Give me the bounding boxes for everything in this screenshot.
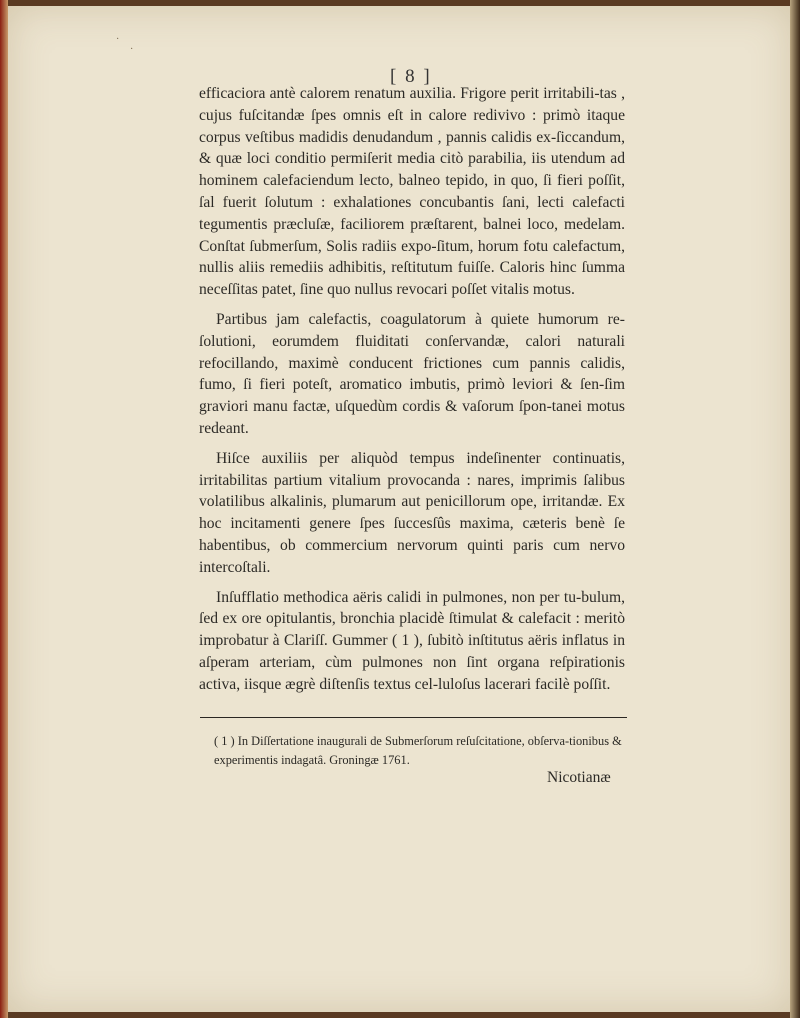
catchword: Nicotianæ [547, 769, 611, 786]
paragraph: Hiſce auxiliis per aliquòd tempus indeſinenter continuatis, irritabilitas partium vitalium provocanda : nares, imprimis ſalibus volatilibus alkalinis, plumarum aut penicillorum ope, irritandæ. Ex hoc incitamenti genere ſpes ſuccesſûs maxima, cæteris benè ſe habentibus, ob commercium nervorum quinti paris cum nervo intercoſtali. [199, 449, 625, 576]
book-spine-edge [0, 0, 8, 1018]
footnote: ( 1 ) In Diſſertatione inaugurali de Submerſorum reſuſcitatione, obſerva-tionibus & experimentis indagatâ. Groningæ 1761. [214, 734, 622, 767]
main-text [199, 83, 625, 696]
page-edge-shadow [790, 0, 800, 1018]
paper-speck: · [130, 44, 134, 55]
paragraph: efficaciora antè calorem renatum auxilia. Frigore perit irritabili-tas , cujus fuſcitandæ ſpes omnis eſt in calore redivivo : primò itaque corpus veſtibus madidis denudandum , pannis calidis ex-ſiccandum, & quæ loci conditio permiſerit media citò parabilia, iis utendum ad hominem calefaciendum lecto, balneo tepido, in quo, ſi fieri poſſit, ſal fuerit ſolutum : exhalationes concubantis ſani, lecti calefacti tegumentis præcluſæ, faciliorem præſtarent, balnei loco, medelam. Conſtat ſubmerſum, Solis radiis expo-ſitum, horum fotu calefactum, nullis aliis remediis adhibitis, reſtitutum fuiſſe. Caloris hinc ſumma neceſſitas patet, ſine quo nullus revocari poſſet vitalis motus. [199, 85, 625, 299]
paper-speck: · [116, 34, 120, 45]
page-header: [ 8 ] [390, 66, 432, 87]
footnote-divider [200, 717, 627, 718]
paragraph: Partibus jam calefactis, coagulatorum à quiete humorum re-ſolutioni, eorumdem fluiditati conſervandæ, calori naturali refocillando, maximè conducent frictiones cum pannis calidis, fumo, ſi fieri poteſt, aromatico imbutis, primò leviori & ſen-ſim graviori manu factæ, uſquedùm cordis & vaſorum ſpon-tanei motus redeant. [199, 310, 625, 437]
paragraph: Inſufflatio methodica aëris calidi in pulmones, non per tu-bulum, ſed ex ore opitulantis, bronchia placidè ſtimulat & calefacit : meritò improbatur à Clariſſ. Gummer ( 1 ), ſubitò inſtitutus aëris inflatus in aſperam arteriam, cùm pulmones non ſint organa reſpirationis activa, iisque ægrè diſtenſis textus cel-luloſus lacerari facilè poſſit. [199, 588, 625, 693]
